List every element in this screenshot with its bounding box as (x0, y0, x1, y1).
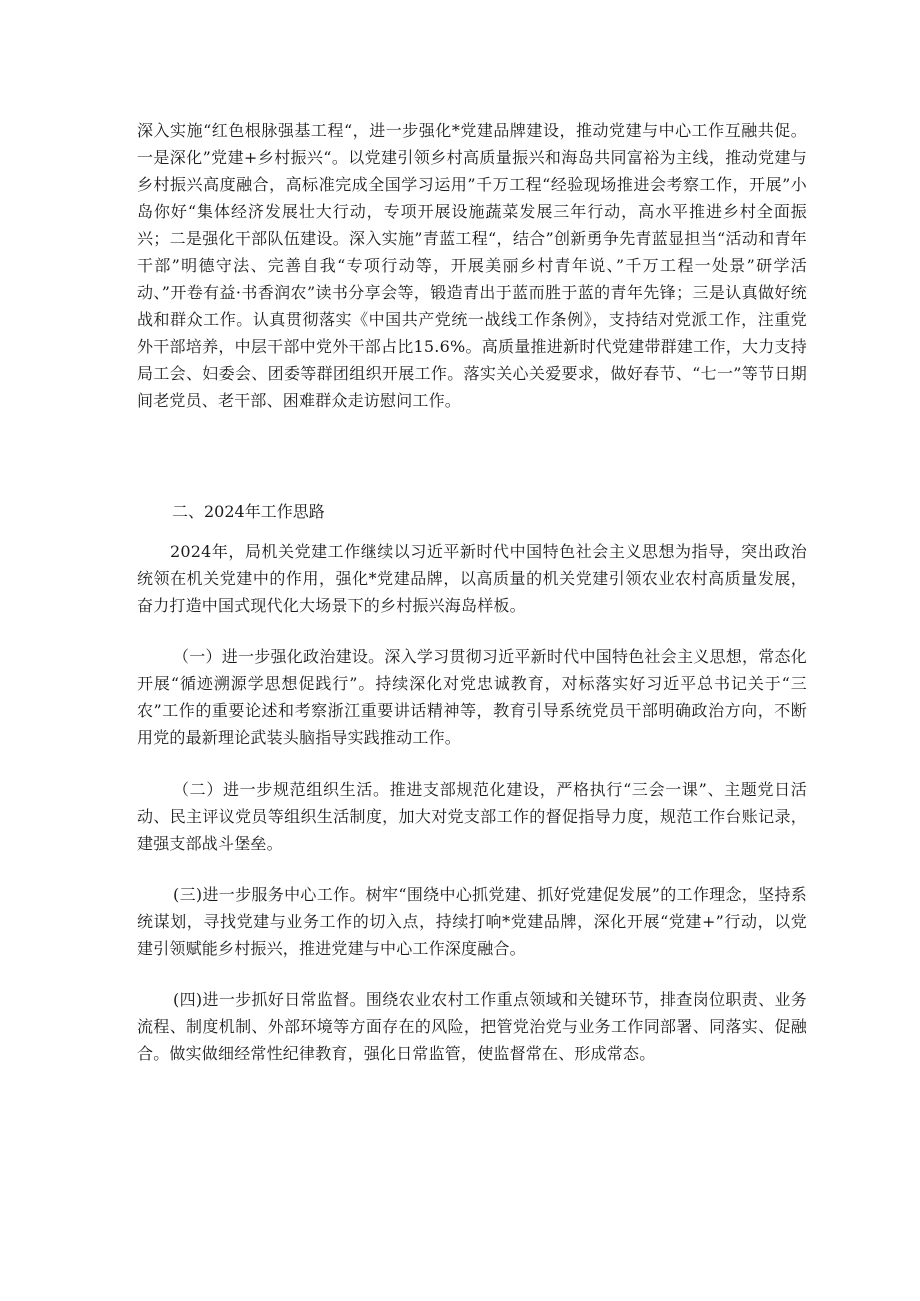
paragraph-political-construction: （一）进一步强化政治建设。深入学习贯彻习近平新时代中国特色社会主义思想，常态化开展“循迹溯源学思想促践行”。持续深化对党忠诚教育，对标落实好习近平总书记关于“三农”工作的重要论述和考察浙江重要讲话精神等，教育引导系统党员干部明确政治方向，不断用党的最新理论武装头脑指导实践推动工作。 (137, 647, 807, 747)
paragraph-daily-supervision: (四)进一步抓好日常监督。围绕农业农村工作重点领域和关键环节，排查岗位职责、业务流程、制度机制、外部环境等方面存在的风险，把管党治党与业务工作同部署、同落实、促融合。做实做细经常性纪律教育，强化日常监管，使监督常在、形成常态。 (137, 990, 807, 1063)
paragraph-2024-overview: 2024年，局机关党建工作继续以习近平新时代中国特色社会主义思想为指导，突出政治统领在机关党建中的作用，强化*党建品牌，以高质量的机关党建引领农业农村高质量发展，奋力打造中国式现代化大场景下的乡村振兴海岛样板。 (137, 542, 807, 615)
paragraph-party-building-work: 深入实施“红色根脉强基工程“，进一步强化*党建品牌建设，推动党建与中心工作互融共促。一是深化”党建+乡村振兴“。以党建引领乡村高质量振兴和海岛共同富裕为主线，推动党建与乡村振兴高度融合，高标准完成全国学习运用”千万工程“经验现场推进会考察工作，开展”小岛你好“集体经济发展壮大行动，专项开展设施蔬菜发展三年行动，高水平推进乡村全面振兴；二是强化干部队伍建设。深入实施”青蓝工程“，结合”创新勇争先青蓝显担当“活动和青年干部”明德守法、完善自我“专项行动等，开展美丽乡村青年说、”千万工程一处景”研学活动、”开卷有益·书香润农”读书分享会等，锻造青出于蓝而胜于蓝的青年先锋；三是认真做好统战和群众工作。认真贯彻落实《中国共产党统一战线工作条例》，支持结对党派工作，注重党外干部培养，中层干部中党外干部占比15.6%。高质量推进新时代党建带群建工作，大力支持局工会、妇委会、团委等群团组织开展工作。落实关心关爱要求，做好春节、“七一”等节日期间老党员、老干部、困难群众走访慰问工作。 (137, 121, 807, 410)
paragraph-organization-life: （二）进一步规范组织生活。推进支部规范化建设，严格执行“三会一课”、主题党日活动、民主评议党员等组织生活制度，加大对党支部工作的督促指导力度，规范工作台账记录，建强支部战斗堡垒。 (137, 780, 807, 853)
paragraph-serve-center-work: (三)进一步服务中心工作。树牢“围绕中心抓党建、抓好党建促发展”的工作理念，坚持系统谋划，寻找党建与业务工作的切入点，持续打响*党建品牌，深化开展“党建+”行动，以党建引领赋能乡村振兴，推进党建与中心工作深度融合。 (137, 885, 807, 958)
section-heading-2024-ideas: 二、2024年工作思路 (172, 502, 325, 521)
